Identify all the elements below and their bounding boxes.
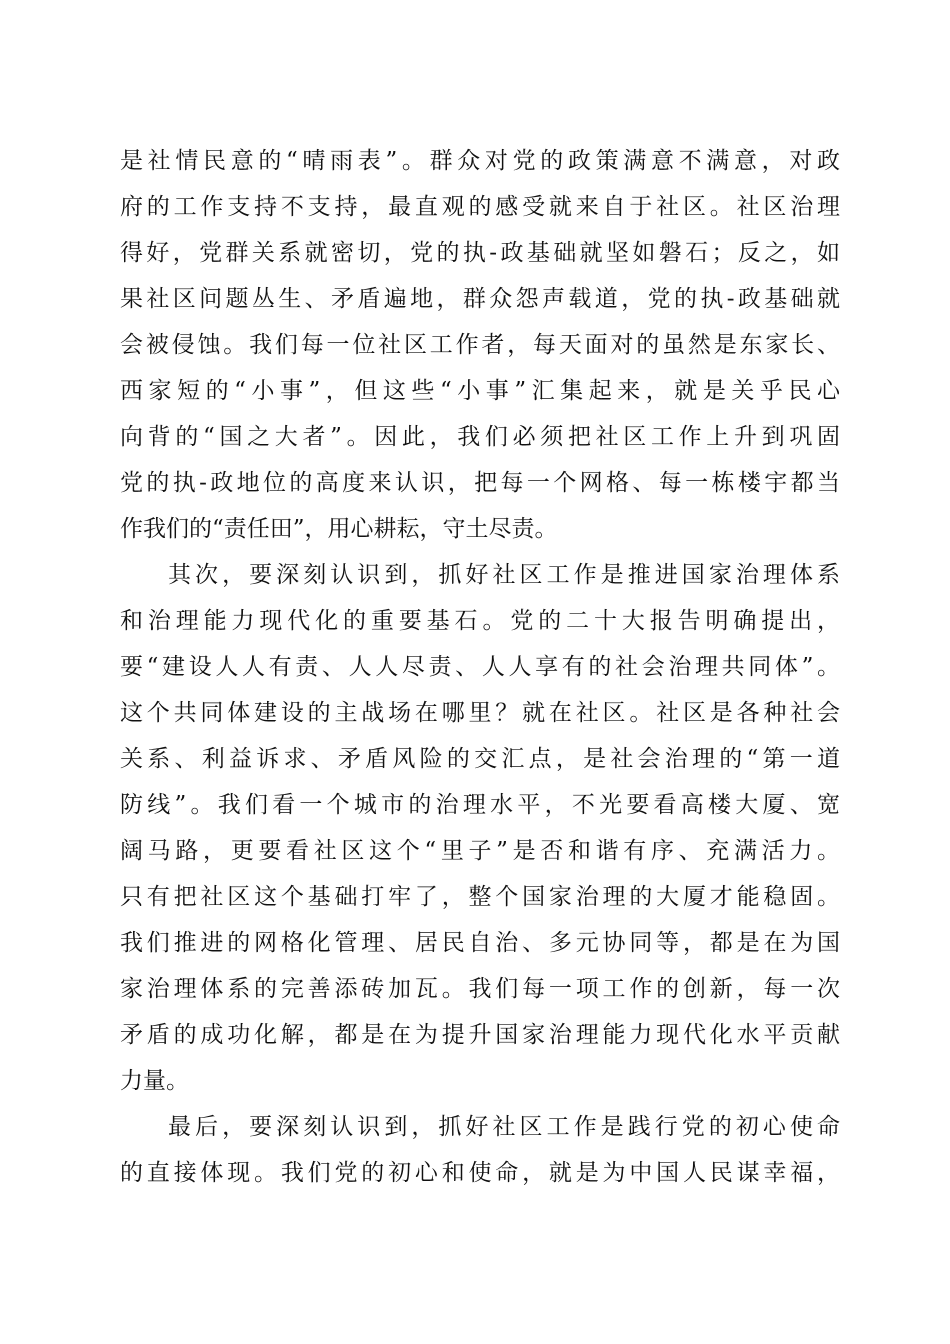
text-line: 这个共同体建设的主战场在哪里？就在社区。社区是各种社会 — [120, 700, 840, 726]
text-line: 作我们的“责任田”，用心耕耘，守土尽责。 — [120, 516, 558, 542]
body-text — [120, 138, 840, 1196]
text-line: 果社区问题丛生、矛盾遍地，群众怨声载道，党的执-政基础就 — [120, 286, 840, 312]
text-line: 党的执-政地位的高度来认识，把每一个网格、每一栋楼宇都当 — [120, 470, 840, 496]
text-line: 会被侵蚀。我们每一位社区工作者，每天面对的虽然是东家长、 — [120, 332, 840, 358]
text-line: 和治理能力现代化的重要基石。党的二十大报告明确提出， — [120, 608, 840, 634]
text-line: 向背的“国之大者”。因此，我们必须把社区工作上升到巩固 — [120, 424, 840, 450]
text-line: 家治理体系的完善添砖加瓦。我们每一项工作的创新，每一次 — [120, 976, 840, 1002]
text-line: 矛盾的成功化解，都是在为提升国家治理能力现代化水平贡献 — [120, 1022, 840, 1048]
text-line: 关系、利益诉求、矛盾风险的交汇点，是社会治理的“第一道 — [120, 746, 840, 772]
text-line: 的直接体现。我们党的初心和使命，就是为中国人民谋幸福， — [120, 1160, 840, 1186]
text-line: 是社情民意的“晴雨表”。群众对党的政策满意不满意，对政 — [120, 148, 840, 174]
text-line: 西家短的“小事”，但这些“小事”汇集起来，就是关乎民心 — [120, 378, 840, 404]
text-line: 其次，要深刻认识到，抓好社区工作是推进国家治理体系 — [168, 562, 840, 588]
paragraph-2 — [120, 552, 840, 1104]
text-line: 力量。 — [120, 1068, 189, 1094]
text-line: 得好，党群关系就密切，党的执-政基础就坚如磐石；反之，如 — [120, 240, 840, 266]
text-line: 最后，要深刻认识到，抓好社区工作是践行党的初心使命 — [168, 1114, 840, 1140]
text-line: 我们推进的网格化管理、居民自治、多元协同等，都是在为国 — [120, 930, 840, 956]
paragraph-3 — [120, 1104, 840, 1196]
text-line: 要“建设人人有责、人人尽责、人人享有的社会治理共同体”。 — [120, 654, 840, 680]
text-line: 阔马路，更要看社区这个“里子”是否和谐有序、充满活力。 — [120, 838, 840, 864]
paragraph-1 — [120, 138, 840, 552]
text-line: 只有把社区这个基础打牢了，整个国家治理的大厦才能稳固。 — [120, 884, 840, 910]
text-line: 府的工作支持不支持，最直观的感受就来自于社区。社区治理 — [120, 194, 840, 220]
text-line: 防线”。我们看一个城市的治理水平，不光要看高楼大厦、宽 — [120, 792, 840, 818]
